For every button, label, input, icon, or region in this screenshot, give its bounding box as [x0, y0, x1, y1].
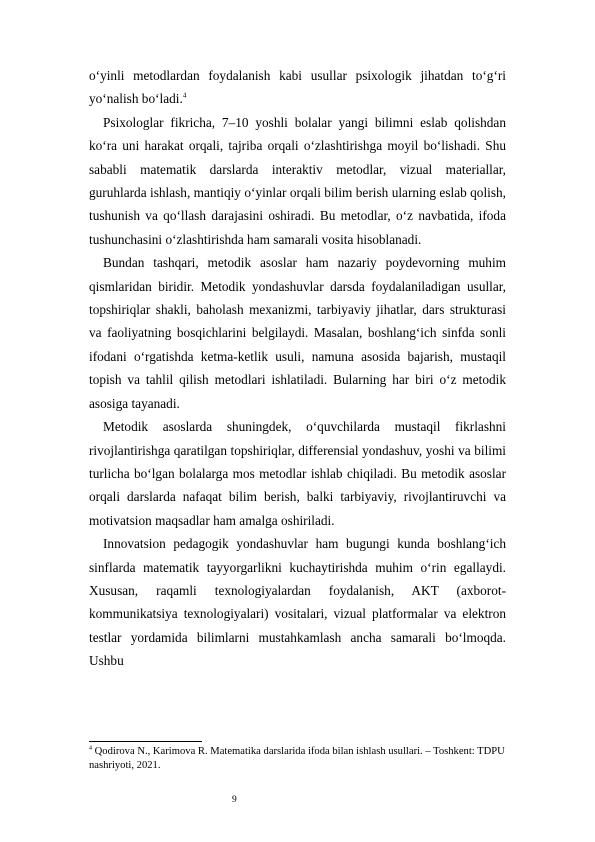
- paragraph-4: Metodik asoslarda shuningdek, o‘quvchilarda mustaqil fikrlashni rivojlantirishga qaratilgan topshiriqlar, differensial yondashuv, yoshi va bilimi turlicha bo‘lgan bolalarga mos metodlar ishlab chiqiladi. Bu metodik asoslar orqali darslarda nafaqat bilim berish, balki tarbiyaviy, rivojlantiruvchi va motivatsion maqsadlar ham amalga oshiriladi.: [89, 419, 506, 528]
- body-text: [89, 64, 506, 673]
- paragraph-1: [89, 64, 506, 111]
- footnote-divider: [89, 741, 202, 742]
- paragraph-3: Bundan tashqari, metodik asoslar ham nazariy poydevorning muhim qismlaridan biridir. Metodik yondashuvlar darsda foydalaniladigan usullar, topshiriqlar shakli, baholash mexanizmi, tarbiyaviy jihatlar, dars strukturasi va faoliyatning bosqichlarini belgilaydi. Masalan, boshlang‘ich sinfda sonli ifodani o‘rgatishda ketma-ketlik usuli, namuna asosida bajarish, mustaqil topish va tahlil qilish metodlari ishlatiladi. Bularning har biri o‘z metodik asosiga tayanadi.: [89, 255, 506, 411]
- paragraph-5: Innovatsion pedagogik yondashuvlar ham bugungi kunda boshlang‘ich sinflarda matematik tayyorgarlikni kuchaytirishda muhim o‘rin egallaydi. Xususan, raqamli texnologiyalardan foydalanish, AKT (axborot-kommunikatsiya texnologiyalari) vositalari, vizual platformalar va elektron testlar yordamida bilimlarni mustahkamlash ancha samarali bo‘lmoqda. Ushbu: [89, 536, 506, 669]
- footnote-text: Qodirova N., Karimova R. Matematika darslarida ifoda bilan ishlash usullari. – Toshkent: TDPU nashriyoti, 2021.: [89, 746, 505, 771]
- footnote: [89, 745, 519, 773]
- page-number: 9: [232, 795, 237, 805]
- paragraph-1-text: o‘yinli metodlardan foydalanish kabi usullar psixologik jihatdan to‘g‘ri yo‘nalish bo‘ladi.: [89, 68, 506, 107]
- paragraph-2: Psixologlar fikricha, 7–10 yoshli bolalar yangi bilimni eslab qolishdan ko‘ra uni harakat orqali, tajriba orqali o‘zlashtirishga moyil bo‘lishadi. Shu sababli matematik darslarda interaktiv metodlar, vizual materiallar, guruhlarda ishlash, mantiqiy o‘yinlar orqali bilim berish ularning eslab qolish, tushunish va qo‘llash darajasini oshiradi. Bu metodlar, o‘z navbatida, ifoda tushunchasini o‘zlashtirishda ham samarali vosita hisoblanadi.: [89, 114, 506, 247]
- footnote-marker: 4: [89, 745, 92, 752]
- footnote-reference: 4: [182, 91, 187, 100]
